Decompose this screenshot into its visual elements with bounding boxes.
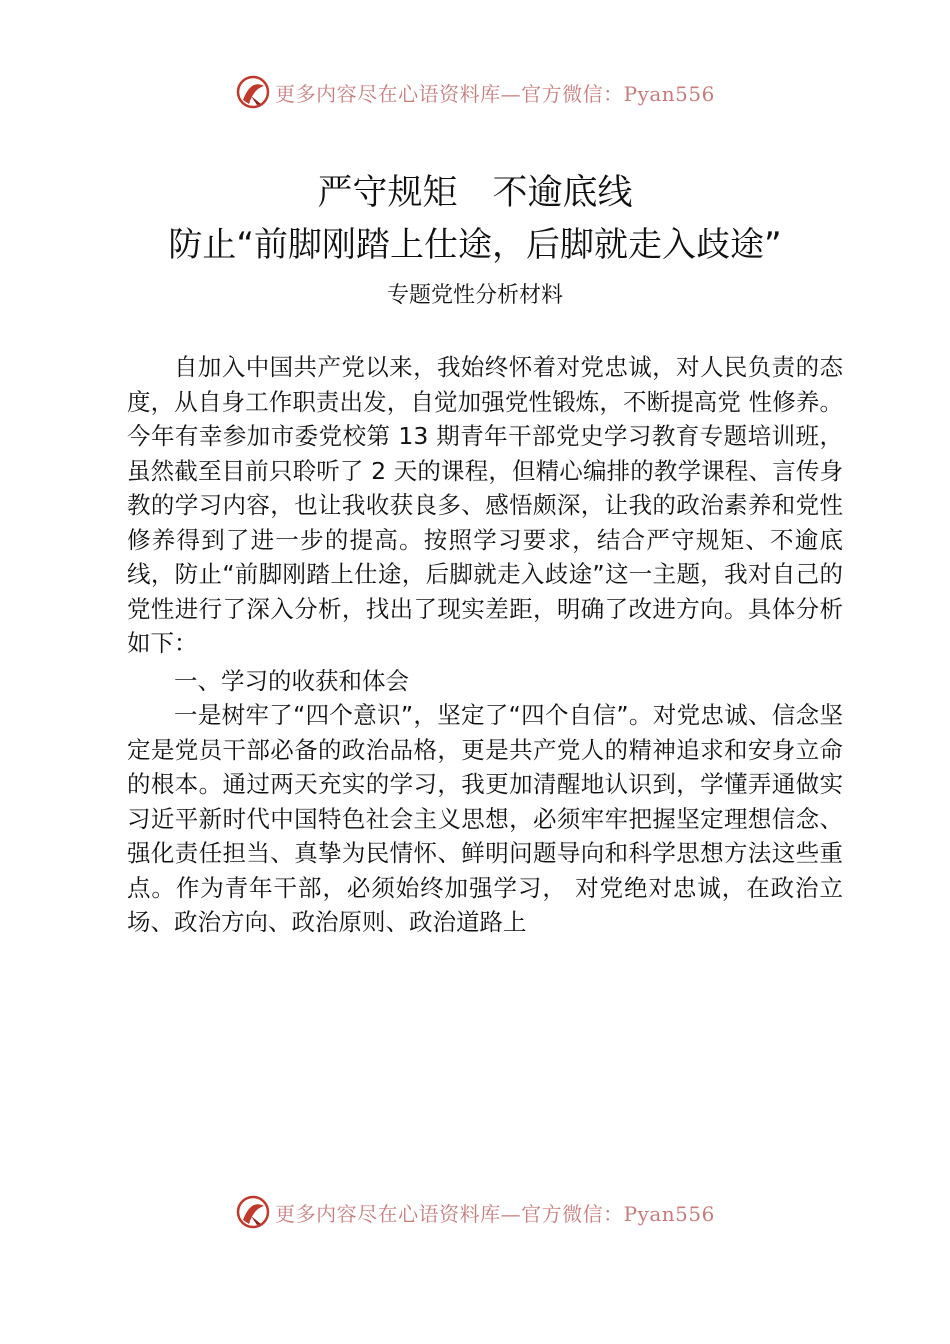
document-title-line1: 严守规矩 不逾底线 bbox=[317, 173, 633, 213]
section-heading-1: 一、学习的收获和体会 bbox=[174, 666, 409, 695]
ribbon-logo-icon bbox=[235, 74, 271, 110]
document-title-line2: 防止“前脚刚踏上仕途，后脚就走入歧途” bbox=[168, 225, 782, 265]
ribbon-logo-icon bbox=[235, 1194, 271, 1230]
watermark-header bbox=[0, 70, 950, 114]
watermark-text: 更多内容尽在心语资料库—官方微信：Pyan556 bbox=[275, 81, 715, 106]
document-body bbox=[127, 350, 843, 940]
watermark-text: 更多内容尽在心语资料库—官方微信：Pyan556 bbox=[275, 1201, 715, 1226]
watermark-footer bbox=[0, 1190, 950, 1234]
body-paragraph-2: 一是树牢了“四个意识”，坚定了“四个自信”。对党忠诚、信念坚定是党员干部必备的政治品格，更是共产党人的精神追求和安身立命的根本。通过两天充实的学习，我更加清醒地认识到，学懂弄通做实习近平新时代中国特色社会主义思想，必须牢牢把握坚定理想信念、强化责任担当、真挚为民情怀、鲜明问题导向和科学思想方法这些重点。作为青年干部，必须始终加强学习， 对党绝对忠诚，在政治立场、政治方向、政治原则、政治道路上 bbox=[127, 701, 843, 936]
intro-paragraph: 自加入中国共产党以来，我始终怀着对党忠诚，对人民负责的态度，从自身工作职责出发，自觉加强党性锻炼，不断提高党 性修养。今年有幸参加市委党校第 13 期青年干部党史学习教育专题培训班，虽然截至目前只聆听了 2 天的课程，但精心编排的教学课程、言传身教的学习内容，也让我收获良多、感悟颇深，让我的政治素养和党性修养得到了进一步的提高。按照学习要求，结合严守规矩、不逾底线，防止“前脚刚踏上仕途，后脚就走入歧途”这一主题，我对自己的党性进行了深入分析，找出了现实差距，明确了改进方向。具体分析如下： bbox=[127, 353, 843, 657]
document-subtitle: 专题党性分析材料 bbox=[386, 283, 563, 308]
